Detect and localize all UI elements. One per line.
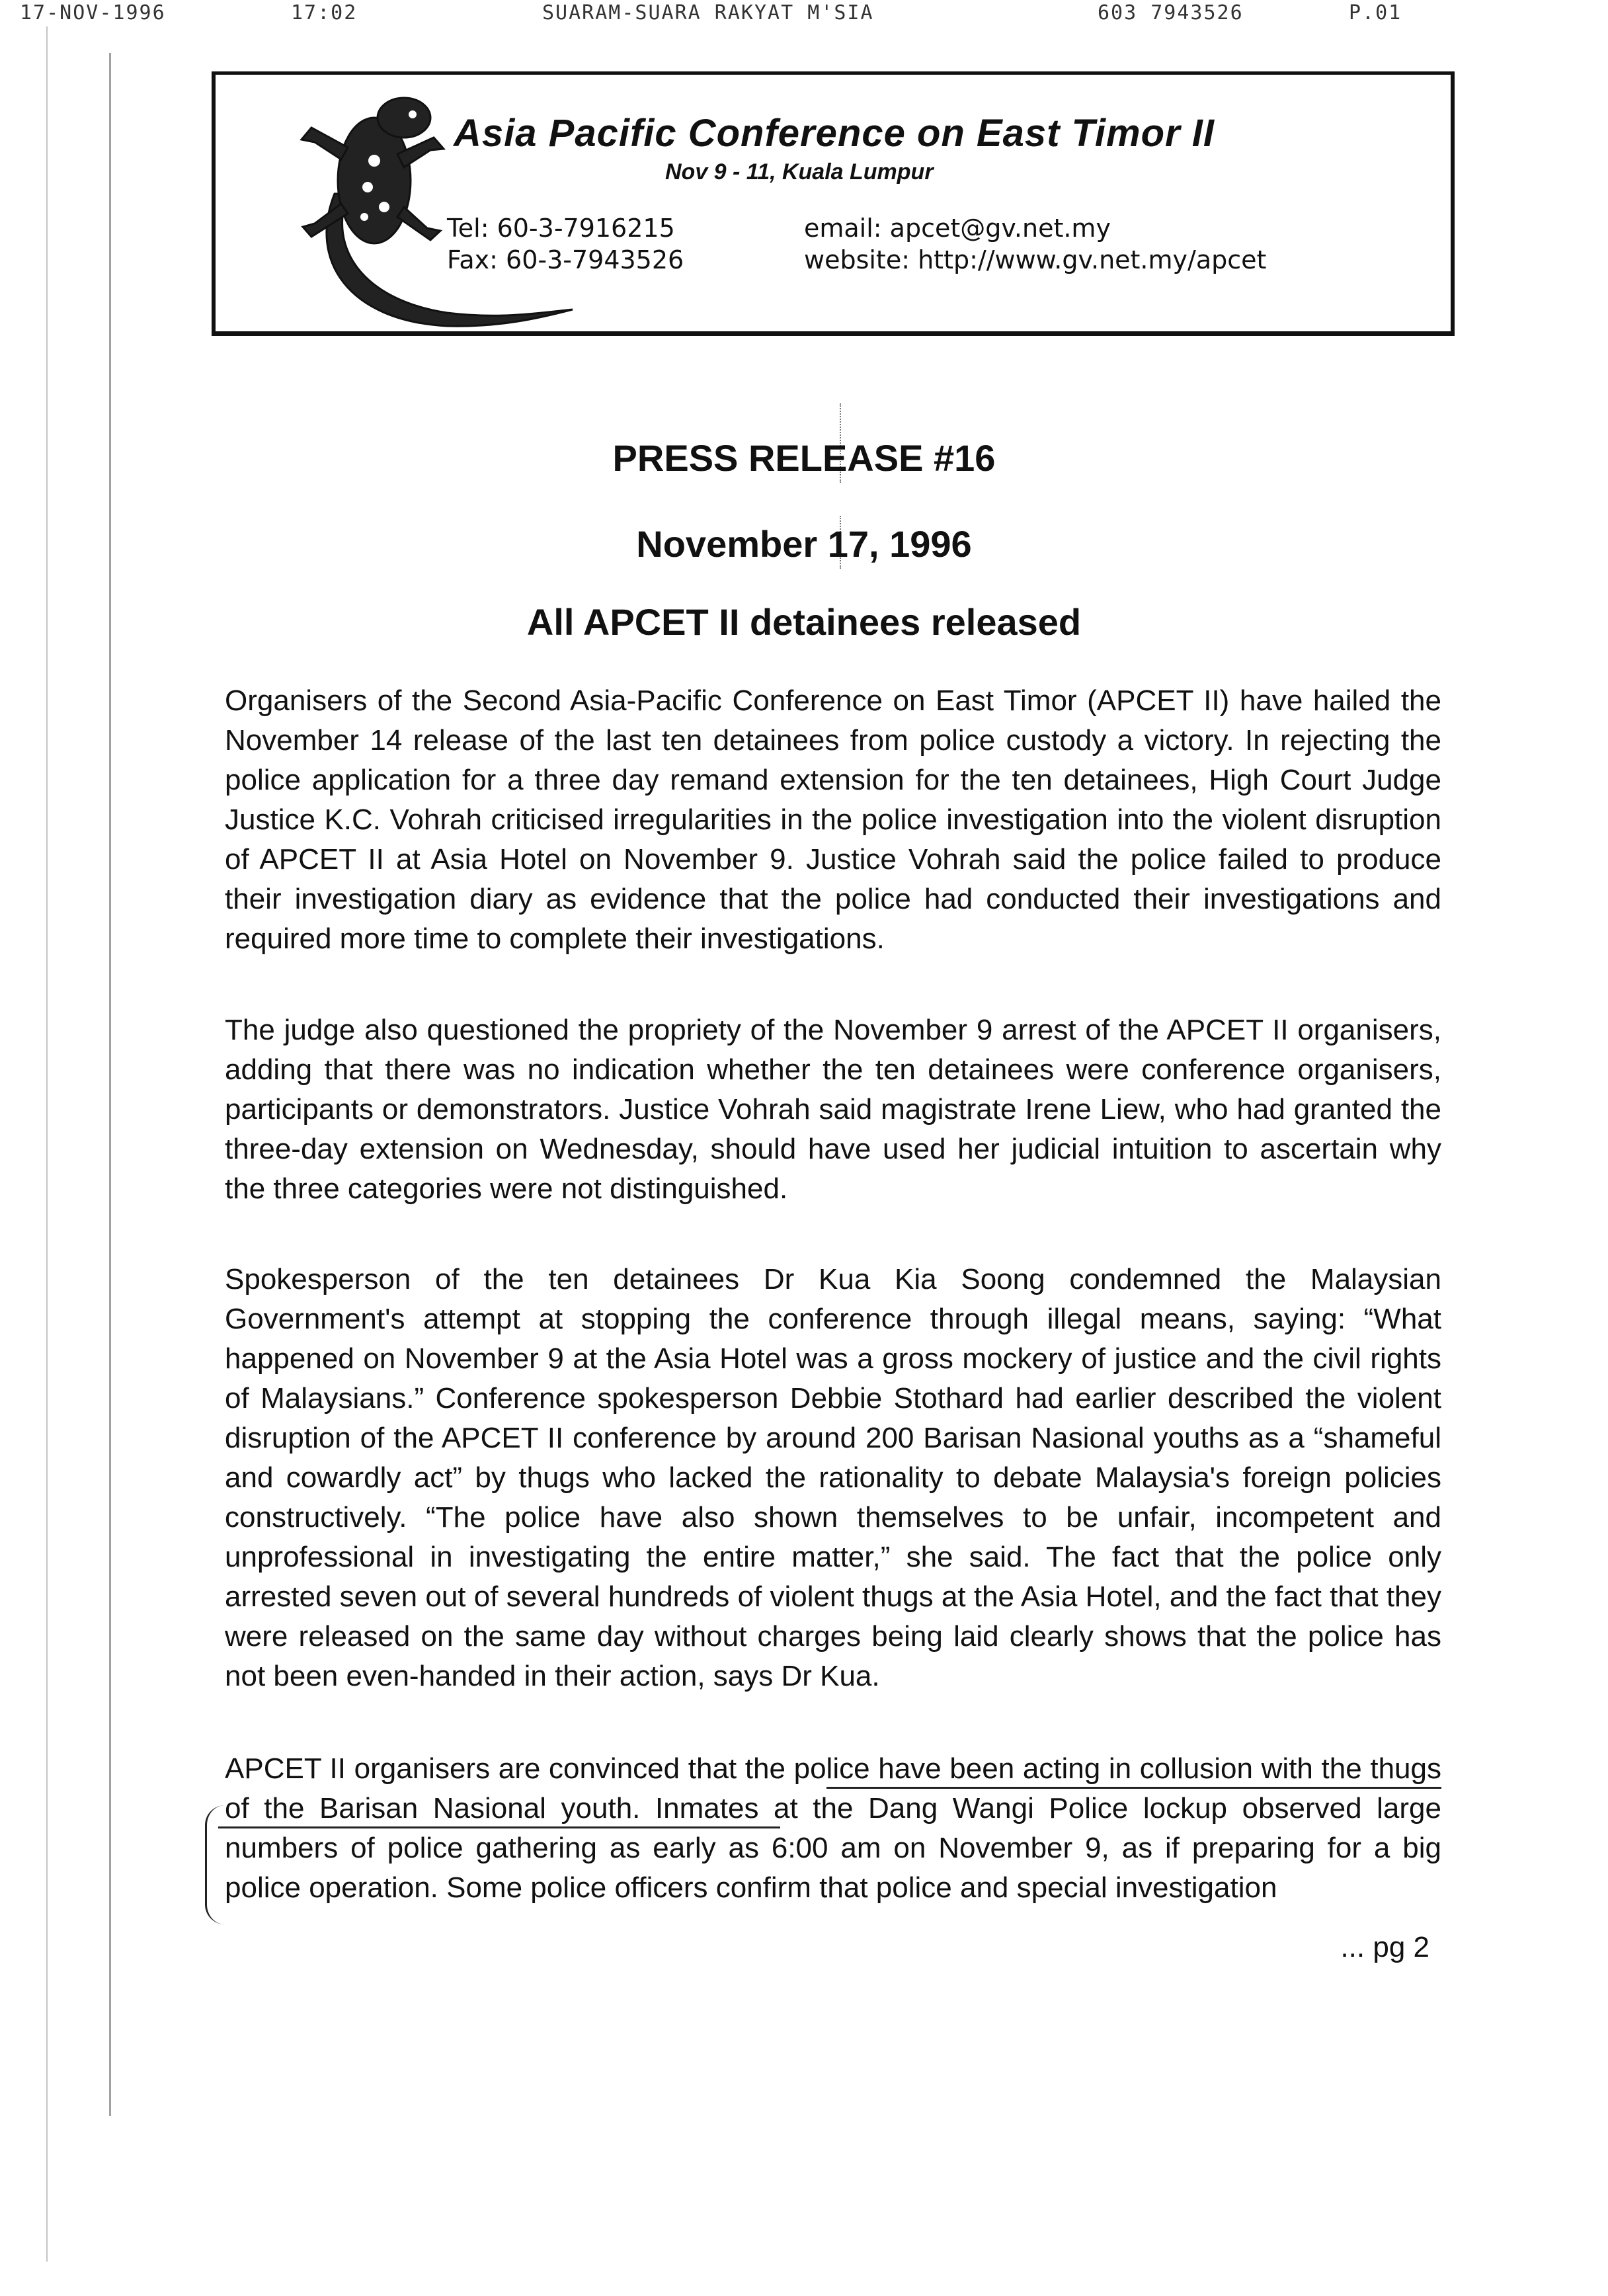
continued-marker: ... pg 2 [1340,1931,1429,1963]
conference-title: Asia Pacific Conference on East Timor II [454,112,1215,155]
contact-fax: Fax: 60-3-7943526 [447,245,684,274]
fax-header [0,0,1608,26]
press-release-date: November 17, 1996 [636,523,972,565]
fax-time: 17:02 [291,1,358,24]
fax-page: P.01 [1349,1,1402,24]
contact-email: email: apcet@gv.net.my [804,214,1111,243]
handwritten-bracket [205,1805,227,1924]
margin-line-inner [109,53,111,2116]
margin-line-left [46,26,48,2262]
paragraph: The judge also questioned the propriety of the November 9 arrest of the APCET II organisers, adding that there was no indication whether the ten detainees were conference organisers, participants or demonstrators. Justice Vohrah said magistrate Irene Liew, who had granted the three-day extension on Wednesday, should have used her judicial intuition to ascertain why the three categories were not distinguished. [225,1014,1441,1205]
fax-number: 603 7943526 [1098,1,1244,24]
contact-tel: Tel: 60-3-7916215 [447,214,675,243]
press-release-title: PRESS RELEASE #16 [612,437,996,479]
paragraph: APCET II organisers are convinced that the police have been acting in collusion with the thugs of the Barisan Nasional youth. Inmates at the Dang Wangi Police lockup observed large numbers of police gathering as early as 6:00 am on November 9, as if preparing for a big police operation. Some police officers confirm that police and special investigation [225,1752,1441,1904]
fax-sender: SUARAM-SUARA RAKYAT M'SIA [542,1,874,24]
fax-date: 17-NOV-1996 [20,1,166,24]
handwritten-underline [826,1787,1441,1789]
conference-dates: Nov 9 - 11, Kuala Lumpur [665,159,934,184]
handwritten-underline [218,1826,780,1828]
press-release-headline: All APCET II detainees released [526,601,1082,643]
paragraph: Spokesperson of the ten detainees Dr Kua Kia Soong condemned the Malaysian Government's attempt at stopping the conference through illegal means, saying: “What happened on November 9 at the Asia Hotel was a gross mockery of justice and the civil rights of Malaysians.” Conference spokesperson Debbie Stothard had earlier described the violent disruption of the APCET II conference by around 200 Barisan Nasional youths as a “shameful and cowardly act” by thugs who lacked the rationality to debate Malaysia's foreign policies constructively. “The police have also shown themselves to be unfair, incompetent and unprofessional in investigating the entire matter,” she said. The fact that the police only arrested seven out of several hundreds of violent thugs at the Asia Hotel, and the fact that they were released on the same day without charges being laid clearly shows that the police has not been even-handed in their action, says Dr Kua. [225,1263,1441,1692]
letterhead [212,71,1455,336]
paragraph: Organisers of the Second Asia-Pacific Conference on East Timor (APCET II) have hailed the November 14 release of the last ten detainees from police custody a victory. In rejecting the police application for a three day remand extension for the ten detainees, High Court Judge Justice K.C. Vohrah criticised irregularities in the police investigation into the violent disruption of APCET II at Asia Hotel on November 9. Justice Vohrah said the police failed to produce their investigation diary as evidence that the police had conducted their investigations and required more time to complete their investigations. [225,684,1441,955]
contact-website: website: http://www.gv.net.my/apcet [804,245,1267,274]
